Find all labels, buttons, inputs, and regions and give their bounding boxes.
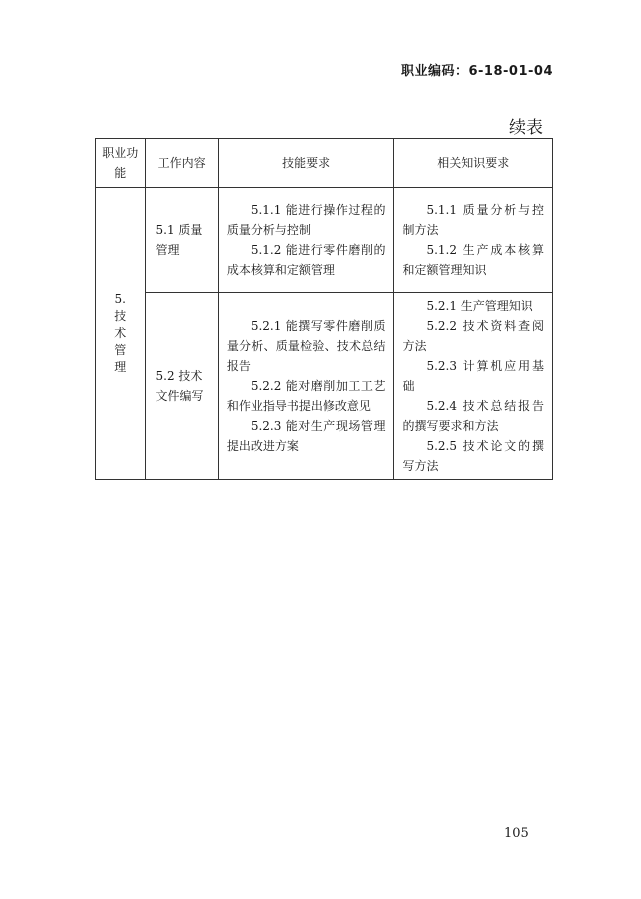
header-function: 职业功能: [96, 139, 146, 188]
page-number: 105: [504, 826, 529, 841]
work-content-cell: 5.1 质量管理: [145, 188, 218, 293]
continued-label: 续表: [509, 118, 543, 138]
header-content: 工作内容: [145, 139, 218, 188]
table-row: [96, 293, 553, 480]
knowledge-cell: 5.2.1 生产管理知识 5.2.2 技术资料查阅方法 5.2.3 计算机应用基础 5.2.4 技术总结报告的撰写要求和方法 5.2.5 技术论文的撰写方法: [394, 293, 553, 480]
occupation-code: 职业编码：6-18-01-04: [400, 64, 553, 79]
header-knowledge: 相关知识要求: [394, 139, 553, 188]
work-content-cell: 5.2 技术文件编写: [145, 293, 218, 480]
function-cell: 5. 技 术 管 理: [96, 188, 146, 480]
skills-cell: 5.1.1 能进行操作过程的质量分析与控制 5.1.2 能进行零件磨削的成本核算和定额管理: [218, 188, 394, 293]
knowledge-cell: 5.1.1 质量分析与控制方法 5.1.2 生产成本核算和定额管理知识: [394, 188, 553, 293]
skills-table: [95, 138, 553, 480]
function-number: 5.: [114, 292, 126, 306]
header-skills: 技能要求: [218, 139, 394, 188]
table-row: [96, 188, 553, 293]
skills-cell: 5.2.1 能撰写零件磨削质量分析、质量检验、技术总结报告 5.2.2 能对磨削加工工艺和作业指导书提出修改意见 5.2.3 能对生产现场管理提出改进方案: [218, 293, 394, 480]
